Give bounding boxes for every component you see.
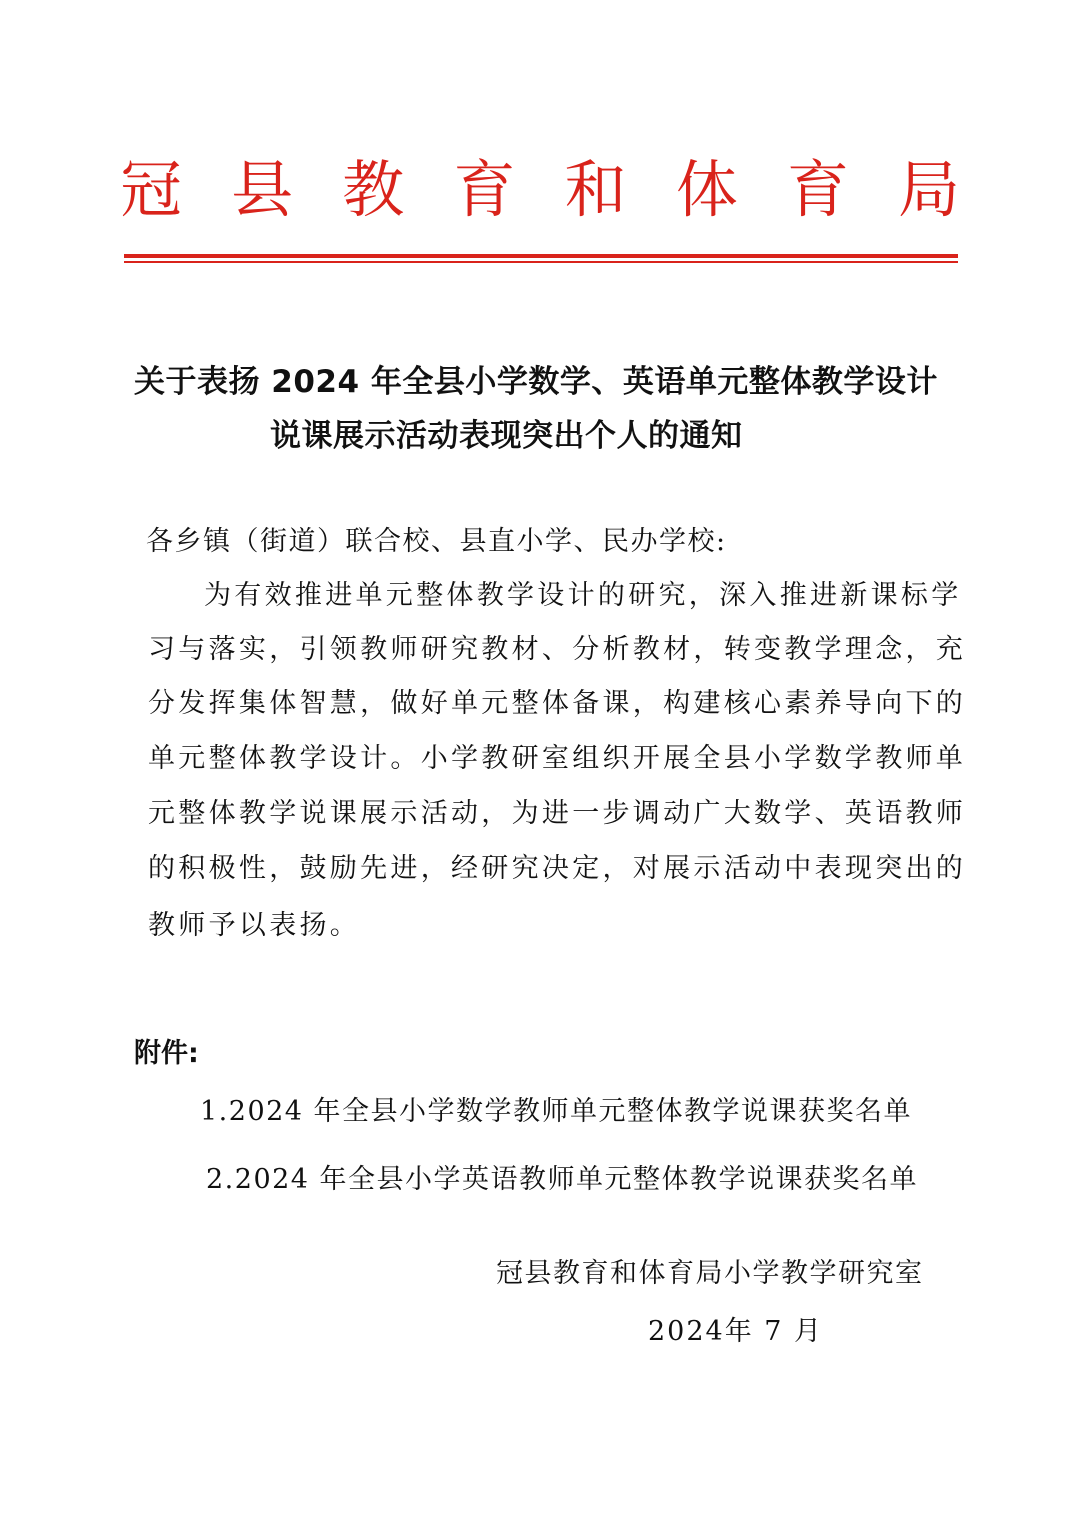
body-line: 元整体教学说课展示活动，为进一步调动广大数学、英语教师 — [148, 798, 967, 829]
masthead-rule-thin — [124, 261, 958, 263]
masthead-char: 冠 — [120, 153, 183, 226]
attachments-label: 附件: — [134, 1038, 199, 1069]
masthead-char: 育 — [453, 153, 516, 226]
body-line: 教师予以表扬。 — [148, 910, 361, 941]
attachment-item-2: 2.2024 年全县小学英语教师单元整体教学说课获奖名单 — [206, 1164, 919, 1195]
masthead — [120, 150, 960, 230]
body-line: 为有效推进单元整体教学设计的研究，深入推进新课标学 — [204, 580, 962, 611]
signature-date: 2024年 7 月 — [648, 1316, 824, 1347]
masthead-char: 教 — [342, 153, 405, 226]
masthead-char: 局 — [897, 153, 960, 226]
notice-title-line-2: 说课展示活动表现突出个人的通知 — [270, 418, 743, 454]
body-line: 单元整体教学设计。小学教研室组织开展全县小学数学教师单 — [148, 743, 967, 774]
body-line: 习与落实，引领教师研究教材、分析教材，转变教学理念，充 — [148, 634, 967, 665]
body-line: 分发挥集体智慧，做好单元整体备课，构建核心素养导向下的 — [148, 688, 967, 719]
attachment-item-1: 1.2024 年全县小学数学教师单元整体教学说课获奖名单 — [200, 1096, 913, 1127]
masthead-rule-thick — [124, 254, 958, 258]
notice-title-line-1: 关于表扬 2024 年全县小学数学、英语单元整体教学设计 — [134, 364, 938, 400]
masthead-char: 县 — [231, 153, 294, 226]
masthead-char: 体 — [675, 153, 738, 226]
signature-org: 冠县教育和体育局小学教学研究室 — [496, 1258, 924, 1289]
masthead-char: 和 — [564, 153, 627, 226]
body-line: 的积极性，鼓励先进，经研究决定，对展示活动中表现突出的 — [148, 853, 967, 884]
masthead-char: 育 — [786, 153, 849, 226]
salutation: 各乡镇（街道）联合校、县直小学、民办学校: — [146, 526, 727, 557]
